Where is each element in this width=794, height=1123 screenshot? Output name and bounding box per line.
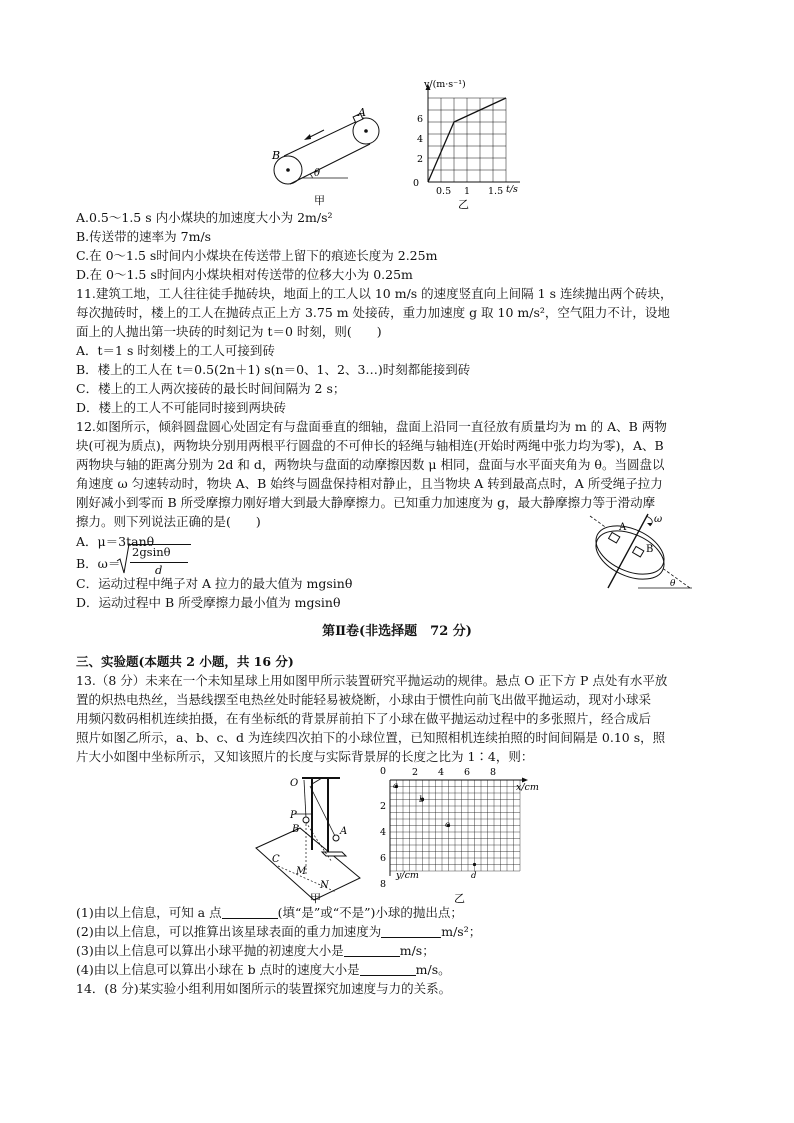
photo-grid-figure bbox=[376, 764, 539, 905]
q10-option-b: B.传送带的速率为 7m/s bbox=[76, 229, 212, 244]
point-label-d: d bbox=[471, 871, 477, 881]
q12-stem-line-5: 刚好减小到零而 B 所受摩擦力刚好增大到最大静摩擦力。已知重力加速度为 g，最大静摩擦力等于滑动摩 bbox=[76, 495, 656, 510]
grid-y-label: y/cm bbox=[396, 870, 419, 881]
label-M: M bbox=[296, 866, 307, 877]
q13-sub-1 bbox=[76, 903, 463, 922]
grid-y-tick-6: 6 bbox=[380, 853, 387, 864]
q11-option-c: C．楼上的工人两次接砖的最长时间间隔为 2 s； bbox=[76, 381, 346, 396]
q13-sub-3 bbox=[76, 941, 435, 960]
origin-label: 0 bbox=[413, 178, 420, 189]
x-tick-1.5: 1.5 bbox=[488, 186, 504, 197]
q12-stem-line-6: 擦力。则下列说法正确的是( ) bbox=[76, 514, 261, 529]
q13-stem-line-2: 置的炽热电热丝，当悬线摆至电热丝处时能轻易被烧断，小球由于惯性向前飞出做平抛运动，现对小球采 bbox=[76, 692, 652, 707]
grid-y-tick-8: 8 bbox=[380, 879, 387, 890]
q12-option-d: D．运动过程中 B 所受摩擦力最小值为 mgsinθ bbox=[76, 595, 341, 610]
conveyor-belt-figure bbox=[266, 100, 396, 210]
grid-origin: 0 bbox=[380, 766, 387, 777]
q13-sub-1-suffix: (填“是”或“不是”)小球的抛出点； bbox=[277, 905, 463, 920]
q10-option-d: D.在 0～1.5 s时间内小煤块相对传送带的位移大小为 0.25m bbox=[76, 267, 413, 282]
label-A: A bbox=[358, 106, 366, 119]
q12-stem-line-2: 块(可视为质点)，两物块分别用两根平行圆盘的不可伸长的轻绳与轴相连(开始时两绳中张力均为零)，A、B bbox=[76, 438, 664, 453]
label-B: B bbox=[292, 824, 300, 835]
q13-stem-line-5: 片大小如图中坐标所示，又知该照片的长度与实际背景屏的长度之比为 1∶4，则： bbox=[76, 749, 534, 764]
q11-stem-line-2: 每次抛砖时，楼上的工人在抛砖点正上方 3.75 m 处接砖，重力加速度 g 取 10 m/s²，空气阻力不计，设地 bbox=[76, 305, 670, 320]
point-label-a: a bbox=[393, 781, 399, 791]
x-axis-label: t/s bbox=[506, 184, 518, 195]
grid-x-tick-2: 2 bbox=[412, 767, 419, 778]
label-A: A bbox=[340, 826, 348, 837]
q11-stem-line-3: 面上的人抛出第一块砖的时刻记为 t＝0 时刻，则( ) bbox=[76, 324, 382, 339]
answer-blank-4[interactable] bbox=[360, 961, 416, 976]
figure-caption-jia: 甲 bbox=[310, 892, 321, 905]
q12-stem-line-3: 两物块与轴的距离分别为 2d 和 d，两物块与盘面的动摩擦因数 μ 相同，盘面与水平面夹角为 θ。当圆盘以 bbox=[76, 457, 665, 472]
q12-option-b-prefix: B．ω＝ bbox=[76, 556, 121, 571]
disk-label-B: B bbox=[646, 544, 654, 555]
grid-y-tick-4: 4 bbox=[380, 827, 387, 838]
label-P: P bbox=[290, 810, 297, 821]
figure-caption-jia: 甲 bbox=[314, 194, 325, 207]
q13-stem-line-1: 13.（8 分）未来在一个未知星球上用如图甲所示装置研究平抛运动的规律。悬点 O 正下方 P 点处有水平放 bbox=[76, 673, 668, 688]
q13-sub-3-suffix: m/s； bbox=[399, 943, 435, 958]
inclined-disk-figure bbox=[586, 508, 696, 600]
x-tick-1: 1 bbox=[464, 186, 471, 197]
q10-option-a: A.0.5～1.5 s 内小煤块的加速度大小为 2m/s² bbox=[76, 210, 333, 225]
y-tick-4: 4 bbox=[417, 134, 424, 145]
q14-stem: 14．(8 分)某实验小组利用如图所示的装置探究加速度与力的关系。 bbox=[76, 981, 452, 996]
q11-option-d: D．楼上的工人不可能同时接到两块砖 bbox=[76, 400, 287, 415]
q13-sub-4 bbox=[76, 960, 451, 979]
q10-option-c: C.在 0～1.5 s时间内小煤块在传送带上留下的痕迹长度为 2.25m bbox=[76, 248, 438, 263]
label-B: B bbox=[272, 149, 281, 162]
x-tick-0.5: 0.5 bbox=[436, 186, 452, 197]
disk-label-A: A bbox=[619, 522, 627, 533]
sqrt-sign-icon bbox=[116, 543, 130, 575]
grid-x-tick-4: 4 bbox=[438, 767, 445, 778]
point-label-b: b bbox=[419, 795, 425, 805]
point-label-c: c bbox=[445, 820, 450, 830]
q12-stem-line-4: 角速度 ω 匀速转动时，物块 A、B 始终与圆盘保持相对静止，且当物块 A 转到最高点时，A 所受绳子拉力 bbox=[76, 476, 663, 491]
answer-blank-3[interactable] bbox=[344, 942, 400, 957]
velocity-time-graph bbox=[408, 76, 528, 210]
ball-position-d bbox=[473, 863, 476, 866]
q11-option-b: B．楼上的工人在 t＝0.5(2n＋1) s(n＝0、1、2、3…)时刻都能接到砖 bbox=[76, 362, 471, 377]
q12-option-c: C．运动过程中绳子对 A 拉力的最大值为 mgsinθ bbox=[76, 576, 353, 591]
q13-sub-2 bbox=[76, 922, 481, 941]
q13-sub-4-suffix: m/s。 bbox=[415, 962, 451, 977]
q13-sub-4-text: (4)由以上信息可以算出小球在 b 点时的速度大小是 bbox=[76, 962, 360, 977]
grid-x-tick-6: 6 bbox=[464, 767, 471, 778]
y-axis-label: v/(m·s⁻¹) bbox=[424, 79, 466, 90]
answer-blank-1[interactable] bbox=[222, 904, 278, 919]
q13-stem-line-4: 照片如图乙所示，a、b、c、d 为连续四次拍下的小球位置，已知照相机连续拍照的时间间隔是 0.10 s，照 bbox=[76, 730, 666, 745]
label-C: C bbox=[272, 854, 280, 865]
answer-blank-2[interactable] bbox=[381, 923, 441, 938]
q13-sub-3-text: (3)由以上信息可以算出小球平抛的初速度大小是 bbox=[76, 943, 344, 958]
y-tick-6: 6 bbox=[417, 114, 424, 125]
q12-option-b-numerator: 2gsinθ bbox=[132, 545, 171, 559]
y-tick-2: 2 bbox=[417, 154, 424, 165]
q13-stem-line-3: 用频闪数码相机连续拍摄，在有坐标纸的背景屏前拍下了小球在做平抛运动过程中的多张照片，经合成后 bbox=[76, 711, 652, 726]
grid-x-tick-8: 8 bbox=[490, 767, 497, 778]
q13-sub-1-text: (1)由以上信息，可知 a 点 bbox=[76, 905, 222, 920]
label-theta: θ bbox=[314, 168, 321, 179]
section-2-title: 第Ⅱ卷(非选择题 72 分) bbox=[322, 624, 472, 639]
disk-label-theta: θ bbox=[670, 579, 676, 589]
q13-sub-2-text: (2)由以上信息，可以推算出该星球表面的重力加速度为 bbox=[76, 924, 382, 939]
q12-option-a: A．μ＝3tanθ bbox=[76, 534, 155, 549]
q12-option-b bbox=[76, 540, 196, 577]
label-N: N bbox=[320, 880, 329, 891]
section-3-title: 三、实验题(本题共 2 小题，共 16 分) bbox=[76, 654, 294, 669]
disk-label-omega: ω bbox=[654, 514, 663, 525]
grid-y-tick-2: 2 bbox=[380, 801, 387, 812]
figure-caption-yi: 乙 bbox=[458, 198, 469, 211]
grid-x-label: x/cm bbox=[516, 782, 539, 793]
q12-stem-line-1: 12.如图所示，倾斜圆盘圆心处固定有与盘面垂直的细轴，盘面上沿同一直径放有质量均为 m 的 A、B 两物 bbox=[76, 419, 667, 434]
figure-caption-yi: 乙 bbox=[454, 892, 465, 905]
q11-stem-line-1: 11.建筑工地，工人往往徒手抛砖块，地面上的工人以 10 m/s 的速度竖直向上间隔 1 s 连续抛出两个砖块， bbox=[76, 286, 673, 301]
label-O: O bbox=[290, 778, 299, 789]
pendulum-apparatus-figure bbox=[252, 770, 364, 904]
q11-option-a: A．t＝1 s 时刻楼上的工人可接到砖 bbox=[76, 343, 275, 358]
q12-option-b-denominator: d bbox=[155, 563, 163, 577]
q13-sub-2-suffix: m/s²； bbox=[441, 924, 482, 939]
